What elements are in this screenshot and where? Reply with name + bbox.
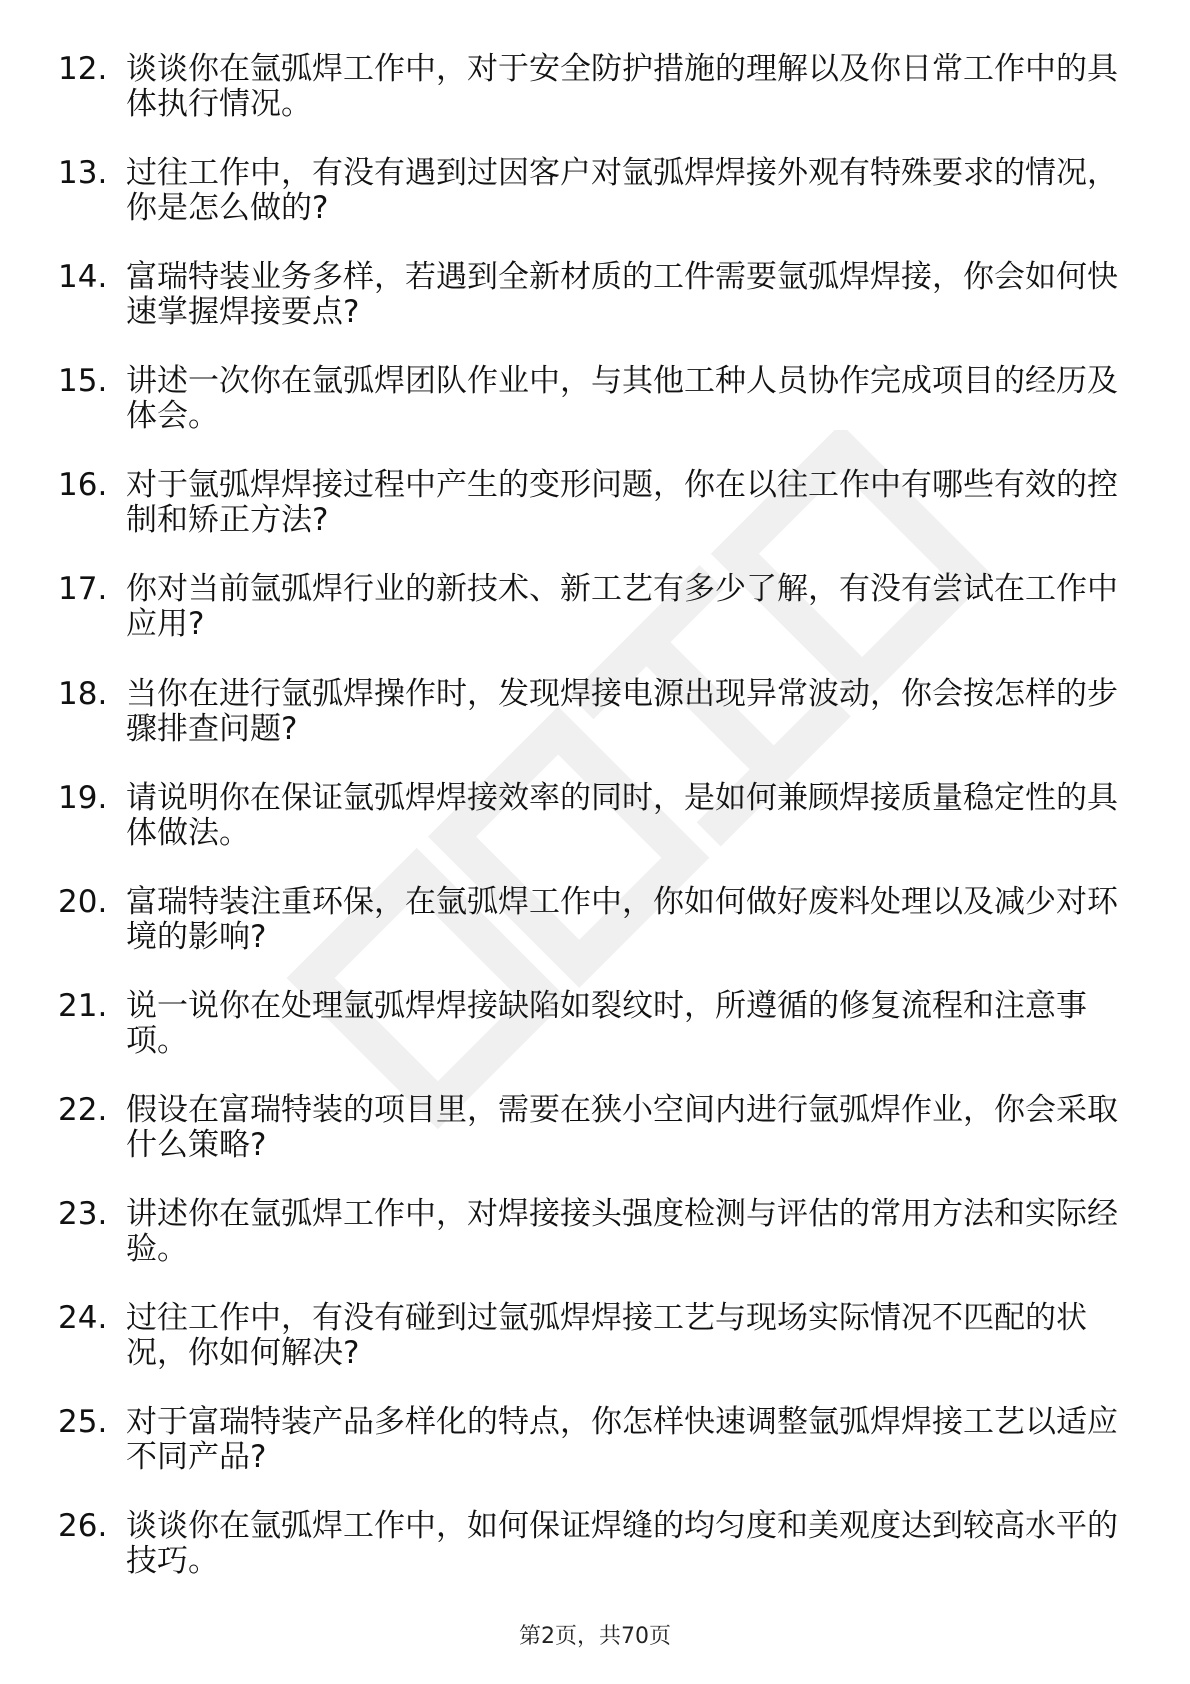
question-number: 15. [58,364,108,400]
question-text: 对于富瑞特装产品多样化的特点，你怎样快速调整氩弧焊焊接工艺以适应不同产品? [126,1405,1118,1476]
question-item [58,156,1128,226]
question-text: 对于氩弧焊焊接过程中产生的变形问题，你在以往工作中有哪些有效的控制和矫正方法? [126,468,1118,539]
question-list [58,52,1128,1613]
question-number: 26. [58,1509,108,1545]
question-number: 19. [58,780,108,816]
question-text: 当你在进行氩弧焊操作时，发现焊接电源出现异常波动，你会按怎样的步骤排查问题? [126,676,1118,747]
question-number: 25. [58,1405,108,1441]
question-item [58,260,1128,330]
question-item [58,52,1128,122]
question-number: 17. [58,572,108,608]
question-number: 18. [58,676,108,712]
question-text: 讲述你在氩弧焊工作中，对焊接接头强度检测与评估的常用方法和实际经验。 [126,1197,1118,1268]
question-number: 14. [58,260,108,296]
question-number: 12. [58,52,108,87]
question-text: 谈谈你在氩弧焊工作中，如何保证焊缝的均匀度和美观度达到较高水平的技巧。 [126,1509,1118,1580]
question-number: 13. [58,156,108,192]
question-number: 23. [58,1197,108,1233]
question-item [58,885,1128,955]
question-text: 谈谈你在氩弧焊工作中，对于安全防护措施的理解以及你日常工作中的具体执行情况。 [126,52,1118,122]
question-item [58,468,1128,538]
question-number: 24. [58,1301,108,1337]
page-footer: 第2页，共70页 [519,1624,671,1649]
question-item [58,781,1128,851]
question-text: 过往工作中，有没有碰到过氩弧焊焊接工艺与现场实际情况不匹配的状况，你如何解决? [126,1301,1087,1372]
question-item [58,1093,1128,1163]
question-item [58,989,1128,1059]
question-text: 过往工作中，有没有遇到过因客户对氩弧焊焊接外观有特殊要求的情况，你是怎么做的? [126,156,1118,227]
question-number: 21. [58,988,108,1024]
question-item [58,364,1128,434]
question-number: 22. [58,1092,108,1128]
question-text: 讲述一次你在氩弧焊团队作业中，与其他工种人员协作完成项目的经历及体会。 [126,364,1118,435]
question-number: 20. [58,884,108,920]
question-number: 16. [58,468,108,504]
question-text: 假设在富瑞特装的项目里，需要在狭小空间内进行氩弧焊作业，你会采取什么策略? [126,1092,1118,1163]
question-item [58,677,1128,747]
question-item [58,1405,1128,1475]
question-text: 说一说你在处理氩弧焊焊接缺陷如裂纹时，所遵循的修复流程和注意事项。 [126,988,1087,1059]
question-item [58,1301,1128,1371]
question-text: 请说明你在保证氩弧焊焊接效率的同时，是如何兼顾焊接质量稳定性的具体做法。 [126,780,1118,851]
question-item [58,572,1128,642]
question-text: 你对当前氩弧焊行业的新技术、新工艺有多少了解，有没有尝试在工作中应用? [126,572,1118,643]
question-item [58,1197,1128,1267]
question-text: 富瑞特装注重环保，在氩弧焊工作中，你如何做好废料处理以及减少对环境的影响? [126,884,1118,955]
question-text: 富瑞特装业务多样，若遇到全新材质的工件需要氩弧焊焊接，你会如何快速掌握焊接要点? [126,260,1118,331]
question-item [58,1509,1128,1579]
